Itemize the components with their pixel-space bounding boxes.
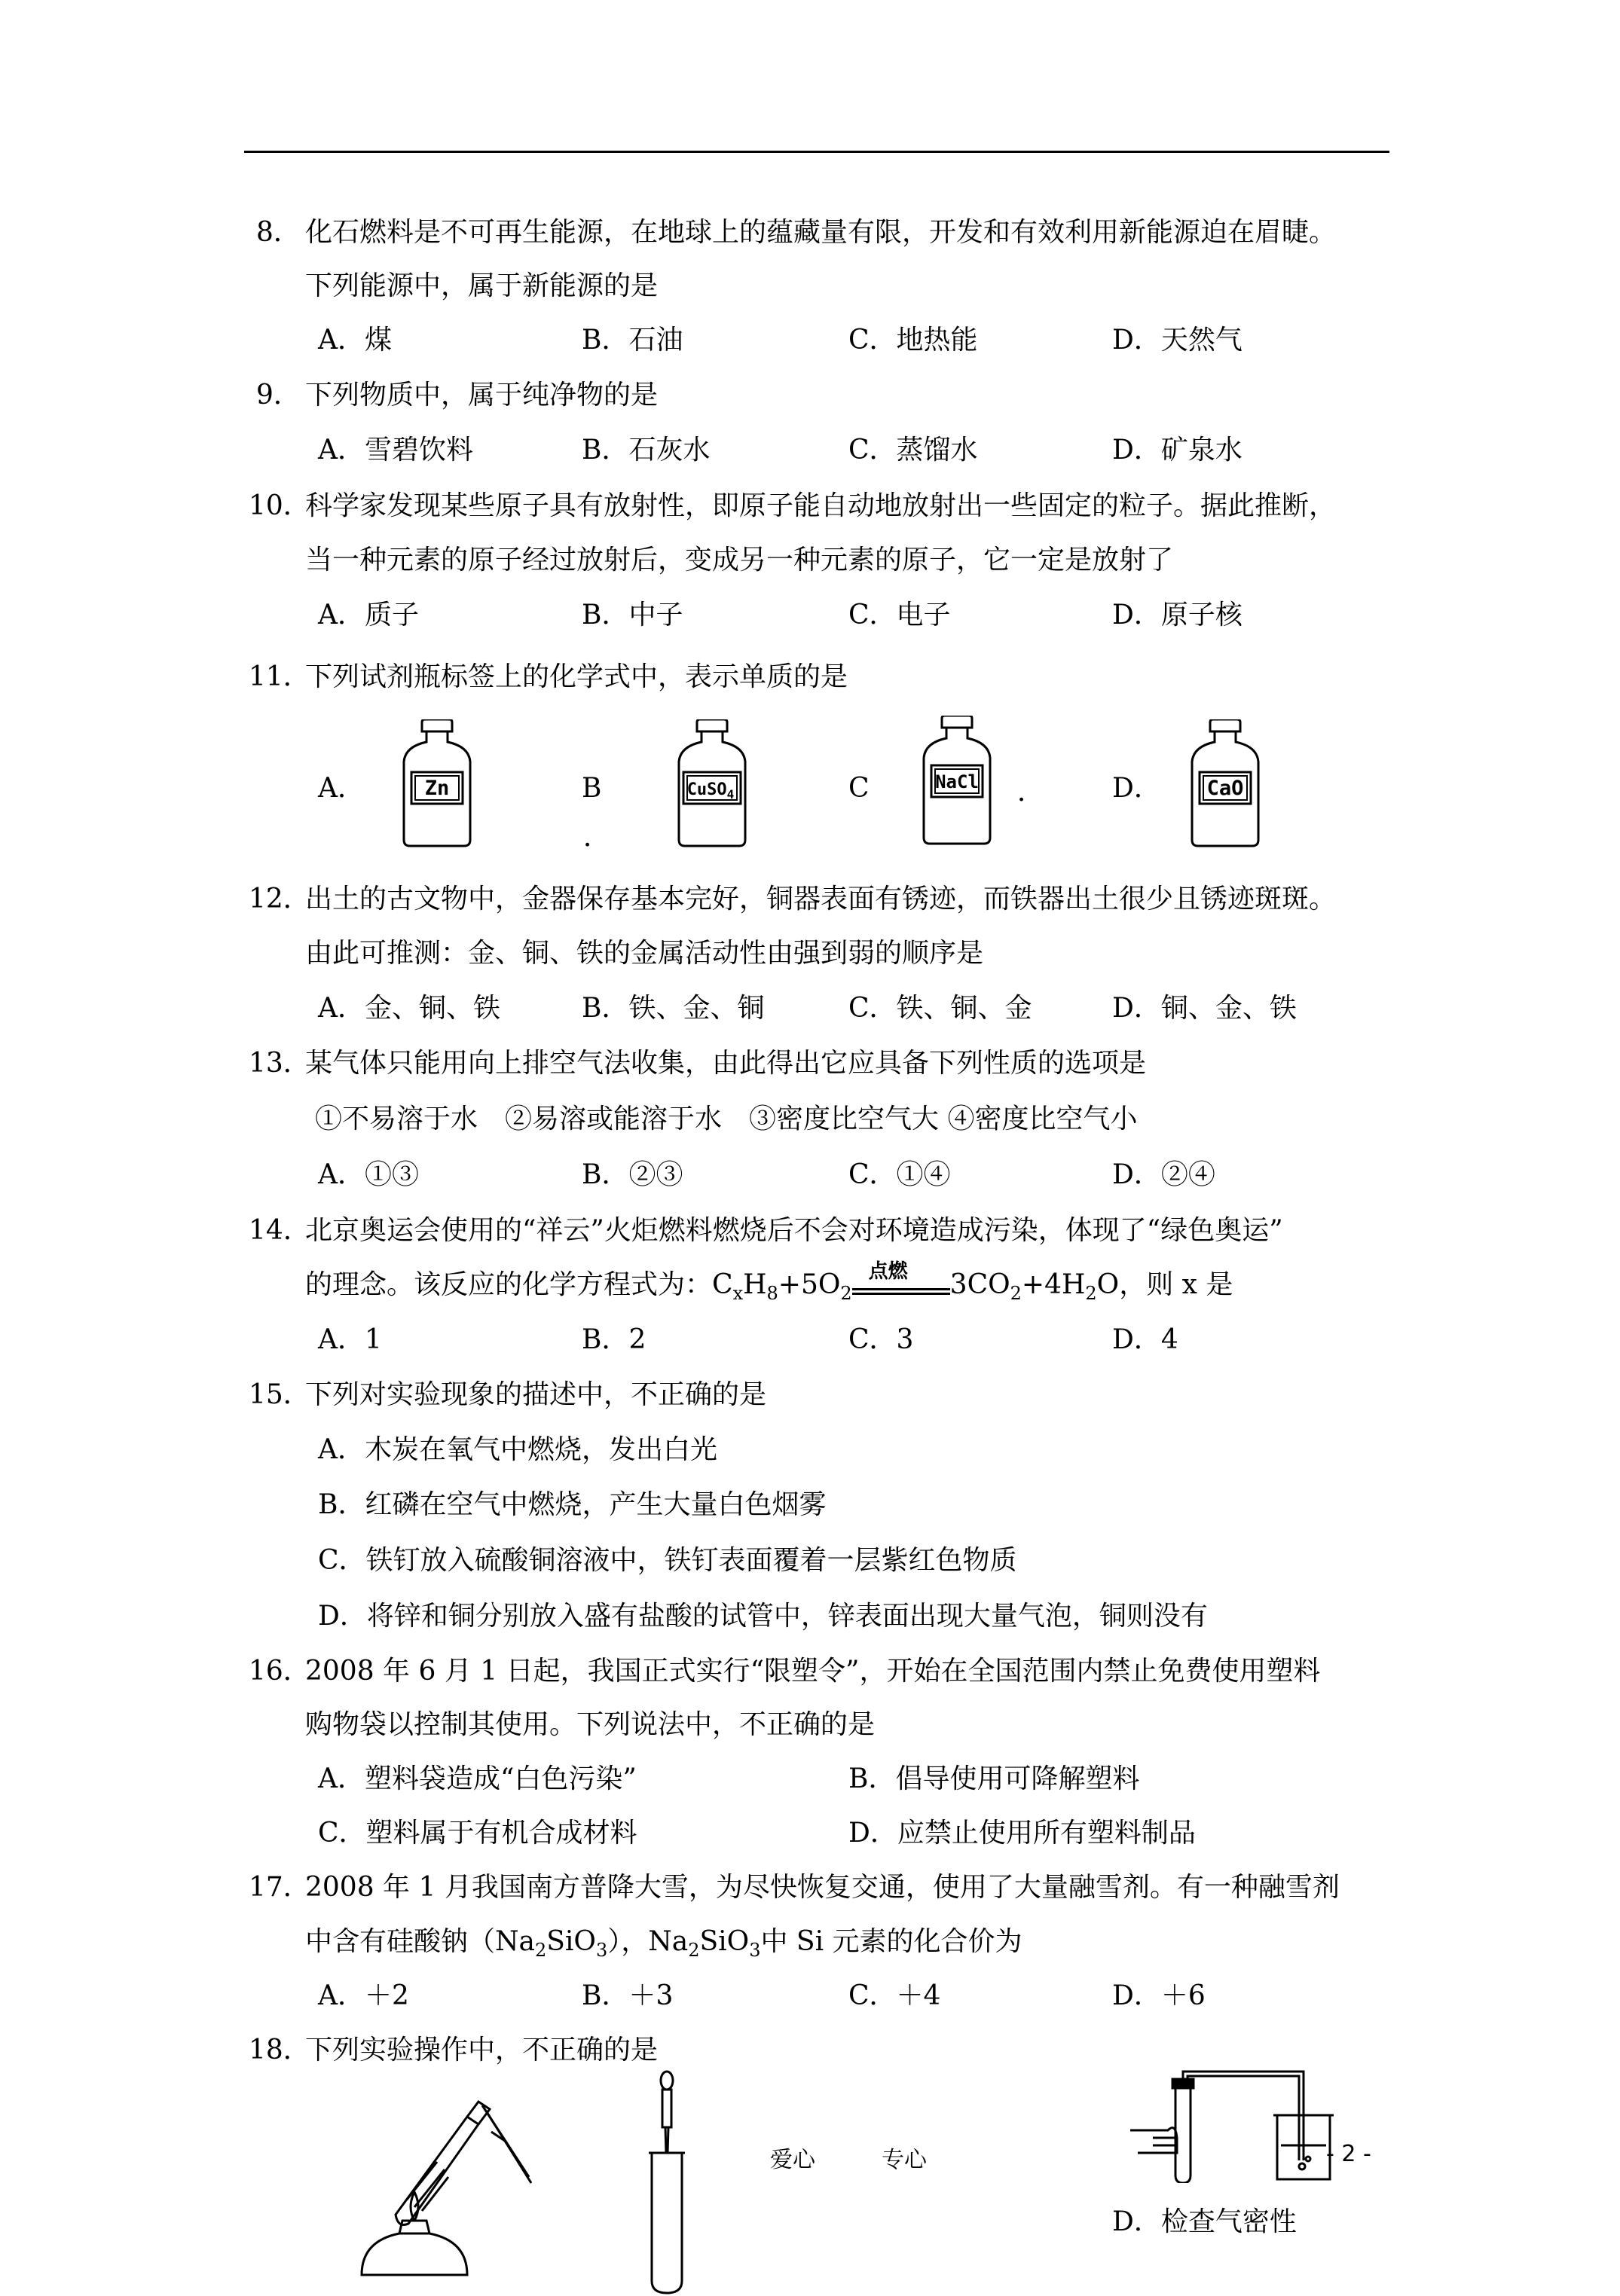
dropper-test-tube-figure xyxy=(644,2070,689,2296)
equation-products: $3CO_2+4H_2O$ xyxy=(949,1269,1120,1304)
reagent-bottle-zn xyxy=(399,719,475,847)
q14-option-d: D．4 xyxy=(1112,1324,1178,1355)
q13-option-c: C．①④ xyxy=(848,1159,951,1190)
bottle-label-nacl: NaCl xyxy=(935,771,979,792)
q18-stem-line1: 下列实验操作中，不正确的是 xyxy=(305,2035,659,2065)
q9-number: 9． xyxy=(256,380,301,411)
alcohol-lamp-heating-figure xyxy=(354,2087,535,2282)
bottle-label-cuso4-sub: 4 xyxy=(726,787,735,801)
q15-option-b: B．红磷在空气中燃烧，产生大量白色烟雾 xyxy=(318,1489,827,1520)
q12-option-a: A．金、铜、铁 xyxy=(318,993,500,1024)
q15-stem-line1: 下列对实验现象的描述中，不正确的是 xyxy=(305,1379,767,1410)
q17-option-a: A．＋2 xyxy=(318,1980,409,2011)
q8-stem-line2: 下列能源中，属于新能源的是 xyxy=(305,270,659,301)
q10-stem-line1: 科学家发现某些原子具有放射性，即原子能自动地放射出一些固定的粒子。据此推断， xyxy=(305,490,1337,521)
q10-option-a: A．质子 xyxy=(318,600,419,630)
q9-stem-line1: 下列物质中，属于纯净物的是 xyxy=(305,380,659,411)
bottle-label-zn: Zn xyxy=(424,777,450,800)
q8-option-b: B．石油 xyxy=(582,325,683,356)
q11-stem-line1: 下列试剂瓶标签上的化学式中，表示单质的是 xyxy=(305,661,848,692)
q11-option-c-dot: ． xyxy=(1017,777,1045,808)
q14-option-a: A．1 xyxy=(318,1324,382,1355)
q14-option-b: B．2 xyxy=(582,1324,646,1355)
q18-number: 18． xyxy=(249,2035,310,2065)
q17-option-b: B．＋3 xyxy=(582,1980,674,2011)
q11-option-c-letter: C xyxy=(848,773,870,804)
q8-option-a: A．煤 xyxy=(318,325,392,356)
q15-number: 15． xyxy=(249,1379,310,1410)
q8-stem-line1: 化石燃料是不可再生能源，在地球上的蕴藏量有限，开发和有效利用新能源迫在眉睫。 xyxy=(305,217,1337,248)
q8-option-d: D．天然气 xyxy=(1112,325,1243,356)
q16-stem-line2: 购物袋以控制其使用。下列说法中，不正确的是 xyxy=(305,1709,876,1740)
q17-number: 17． xyxy=(249,1872,310,1903)
q17-option-d: D．＋6 xyxy=(1112,1980,1206,2011)
q11-option-b-dot: ． xyxy=(583,822,611,853)
q12-number: 12． xyxy=(249,884,310,914)
q11-number: 11． xyxy=(249,661,310,692)
q9-option-a: A．雪碧饮料 xyxy=(318,435,473,466)
q8-number: 8． xyxy=(256,217,301,248)
q14-stem-line1: 北京奥运会使用的“祥云”火炬燃料燃烧后不会对环境造成污染，体现了“绿色奥运” xyxy=(305,1215,1283,1246)
footer-middle: 专心 xyxy=(882,2147,927,2173)
q16-stem-line1: 2008 年 6 月 1 日起，我国正式实行“限塑令”，开始在全国范围内禁止免费使用塑料 xyxy=(305,1656,1321,1687)
reaction-condition: 点燃 xyxy=(868,1260,908,1283)
reagent-bottle-cuso4 xyxy=(673,719,751,847)
q17-stem-line1: 2008 年 1 月我国南方普降大雪，为尽快恢复交通，使用了大量融雪剂。有一种融雪剂 xyxy=(305,1872,1340,1903)
q16-number: 16． xyxy=(249,1656,310,1687)
header-rule xyxy=(244,151,1389,153)
q12-option-d: D．铜、金、铁 xyxy=(1112,993,1297,1024)
q13-stem-line1: 某气体只能用向上排空气法收集，由此得出它应具备下列性质的选项是 xyxy=(305,1048,1147,1079)
reaction-arrow xyxy=(852,1260,950,1302)
page-number: - 2 - xyxy=(1326,2141,1371,2167)
q9-option-b: B．石灰水 xyxy=(582,435,711,466)
equation-reactants: $C_xH_8+5O_2$ xyxy=(712,1269,852,1304)
q10-option-d: D．原子核 xyxy=(1112,600,1243,630)
q10-number: 10． xyxy=(249,490,310,521)
q13-option-b: B．②③ xyxy=(582,1159,683,1190)
q11-option-d-letter: D． xyxy=(1112,773,1161,804)
q9-option-c: C．蒸馏水 xyxy=(848,435,978,466)
q12-stem-line2: 由此可推测：金、铜、铁的金属活动性由强到弱的顺序是 xyxy=(305,938,984,969)
check-airtightness-figure xyxy=(1130,2070,1356,2183)
q11-option-b-letter: B xyxy=(582,773,602,804)
q12-stem-line1: 出土的古文物中，金器保存基本完好，铜器表面有锈迹，而铁器出土很少且锈迹斑斑。 xyxy=(305,884,1337,914)
q9-option-d: D．矿泉水 xyxy=(1112,435,1243,466)
q16-option-d: D．应禁止使用所有塑料制品 xyxy=(848,1818,1196,1849)
reagent-bottle-nacl xyxy=(919,716,995,845)
q13-number: 13． xyxy=(249,1048,310,1079)
q15-option-a: A．木炭在氧气中燃烧，发出白光 xyxy=(318,1434,717,1465)
q17-option-c: C．＋4 xyxy=(848,1980,941,2011)
q14-stem-line2: 的理念。该反应的化学方程式为：$C_xH_8+5O_2$ 点燃 $3CO_2+4H_2O$，则 x 是 xyxy=(305,1269,1233,1310)
q14-option-c: C．3 xyxy=(848,1324,914,1355)
q11-option-a-letter: A． xyxy=(318,773,365,804)
q10-stem-line2: 当一种元素的原子经过放射后，变成另一种元素的原子，它一定是放射了 xyxy=(305,545,1174,576)
reagent-bottle-cao xyxy=(1187,719,1263,847)
q16-option-b: B．倡导使用可降解塑料 xyxy=(848,1763,1140,1794)
q16-option-c: C．塑料属于有机合成材料 xyxy=(318,1818,637,1849)
q8-option-c: C．地热能 xyxy=(848,325,978,356)
q13-properties: ①不易溶于水 ②易溶或能溶于水 ③密度比空气大 ④密度比空气小 xyxy=(315,1104,1138,1134)
bottle-label-cuso4: CuSO xyxy=(686,780,727,799)
q15-option-c: C．铁钉放入硫酸铜溶液中，铁钉表面覆着一层紫红色物质 xyxy=(318,1545,1017,1576)
q13-option-a: A．①③ xyxy=(318,1159,419,1190)
q12-option-c: C．铁、铜、金 xyxy=(848,993,1032,1024)
q18-option-d: D．检查气密性 xyxy=(1112,2206,1297,2237)
q16-option-a: A．塑料袋造成“白色污染” xyxy=(318,1763,637,1794)
q13-option-d: D．②④ xyxy=(1112,1159,1215,1190)
q17-stem-line2: 中含有硅酸钠$(Na_2SiO_3)$，$Na_2SiO_3$中 Si 元素的化合价为 xyxy=(305,1926,1022,1961)
footer-left: 爱心 xyxy=(770,2147,815,2173)
q15-option-d: D．将锌和铜分别放入盛有盐酸的试管中，锌表面出现大量气泡，铜则没有 xyxy=(318,1601,1208,1632)
q10-option-b: B．中子 xyxy=(582,600,683,630)
q10-option-c: C．电子 xyxy=(848,600,951,630)
bottle-label-cao: CaO xyxy=(1206,777,1244,800)
q14-number: 14. xyxy=(249,1215,292,1246)
q12-option-b: B．铁、金、铜 xyxy=(582,993,765,1024)
